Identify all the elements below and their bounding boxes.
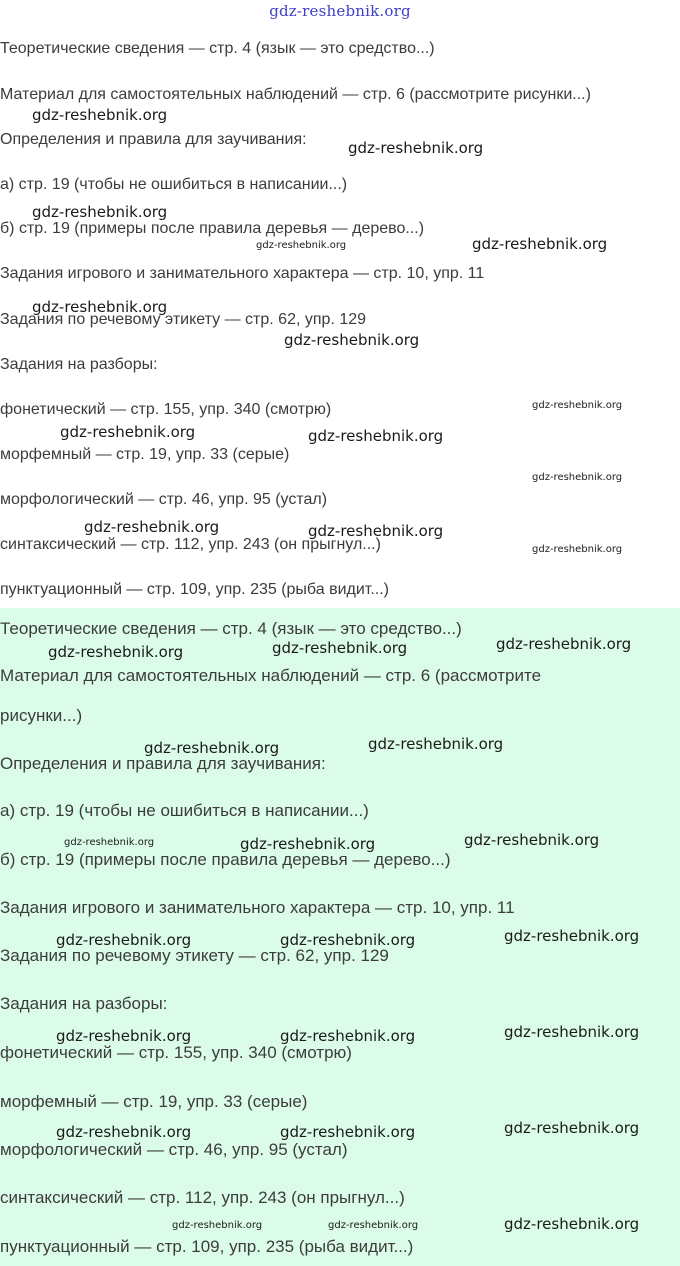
text-line: Задания по речевому этикету — стр. 62, упр. 129 [0,311,367,328]
text-line: а) стр. 19 (чтобы не ошибиться в написании...) [0,176,348,193]
text-line: Задания игрового и занимательного характера — стр. 10, упр. 11 [0,265,485,282]
text-line: морфемный — стр. 19, упр. 33 (серые) [0,446,290,463]
watermark: gdz-reshebnik.org [472,235,608,253]
text-line: пунктуационный — стр. 109, упр. 235 (рыба видит...) [0,1237,414,1256]
watermark: gdz-reshebnik.org [496,635,632,653]
text-line: б) стр. 19 (примеры после правила деревья — дерево...) [0,850,451,869]
watermark: gdz-reshebnik.org [308,427,444,445]
watermark: gdz-reshebnik.org [256,240,347,251]
text-line: пунктуационный — стр. 109, упр. 235 (рыба видит...) [0,581,389,598]
text-line: синтаксический — стр. 112, упр. 243 (он прыгнул...) [0,536,381,553]
text-line: Материал для самостоятельных наблюдений — стр. 6 (рассмотрите [0,666,542,685]
text-line: рисунки...) [0,706,83,725]
watermark: gdz-reshebnik.org [504,927,640,945]
watermark: gdz-reshebnik.org [532,472,623,483]
watermark: gdz-reshebnik.org [240,835,376,853]
watermark: gdz-reshebnik.org [64,837,155,848]
watermark: gdz-reshebnik.org [60,423,196,441]
text-line: фонетический — стр. 155, упр. 340 (смотрю) [0,1043,352,1062]
watermark: gdz-reshebnik.org [32,106,168,124]
text-line: морфемный — стр. 19, упр. 33 (серые) [0,1092,308,1111]
text-line: фонетический — стр. 155, упр. 340 (смотрю) [0,401,332,418]
watermark: gdz-reshebnik.org [328,1220,419,1231]
watermark: gdz-reshebnik.org [172,1220,263,1231]
watermark: gdz-reshebnik.org [348,139,484,157]
text-line: синтаксический — стр. 112, упр. 243 (он прыгнул...) [0,1188,405,1207]
text-line: морфологический — стр. 46, упр. 95 (устал) [0,1140,348,1159]
watermark: gdz-reshebnik.org [56,1123,192,1141]
watermark: gdz-reshebnik.org [368,735,504,753]
text-line: Определения и правила для заучивания: [0,754,326,773]
watermark: gdz-reshebnik.org [464,831,600,849]
watermark: gdz-reshebnik.org [532,544,623,555]
text-line: Задания на разборы: [0,356,158,373]
text-line: Теоретические сведения — стр. 4 (язык — это средство...) [0,619,462,638]
watermark: gdz-reshebnik.org [280,1123,416,1141]
text-line: Определения и правила для заучивания: [0,131,307,148]
text-line: Задания игрового и занимательного характера — стр. 10, упр. 11 [0,898,515,917]
text-line: морфологический — стр. 46, упр. 95 (устал) [0,491,328,508]
watermark: gdz-reshebnik.org [504,1023,640,1041]
watermark: gdz-reshebnik.org [280,1027,416,1045]
text-line: Материал для самостоятельных наблюдений — стр. 6 (рассмотрите рисунки...) [0,86,591,103]
site-header-link[interactable]: gdz-reshebnik.org [269,2,411,20]
text-line: Теоретические сведения — стр. 4 (язык — это средство...) [0,40,435,57]
watermark: gdz-reshebnik.org [32,203,168,221]
watermark: gdz-reshebnik.org [56,1027,192,1045]
watermark: gdz-reshebnik.org [144,739,280,757]
watermark: gdz-reshebnik.org [32,298,168,316]
watermark: gdz-reshebnik.org [48,643,184,661]
watermark: gdz-reshebnik.org [56,931,192,949]
watermark: gdz-reshebnik.org [504,1119,640,1137]
text-line: Задания на разборы: [0,994,168,1013]
watermark: gdz-reshebnik.org [280,931,416,949]
watermark: gdz-reshebnik.org [284,331,420,349]
text-line: б) стр. 19 (примеры после правила деревья — дерево...) [0,220,425,237]
text-line: Задания по речевому этикету — стр. 62, упр. 129 [0,946,389,965]
watermark: gdz-reshebnik.org [504,1215,640,1233]
watermark: gdz-reshebnik.org [308,522,444,540]
watermark: gdz-reshebnik.org [532,400,623,411]
watermark: gdz-reshebnik.org [84,518,220,536]
watermark: gdz-reshebnik.org [272,639,408,657]
text-line: а) стр. 19 (чтобы не ошибиться в написании...) [0,801,369,820]
